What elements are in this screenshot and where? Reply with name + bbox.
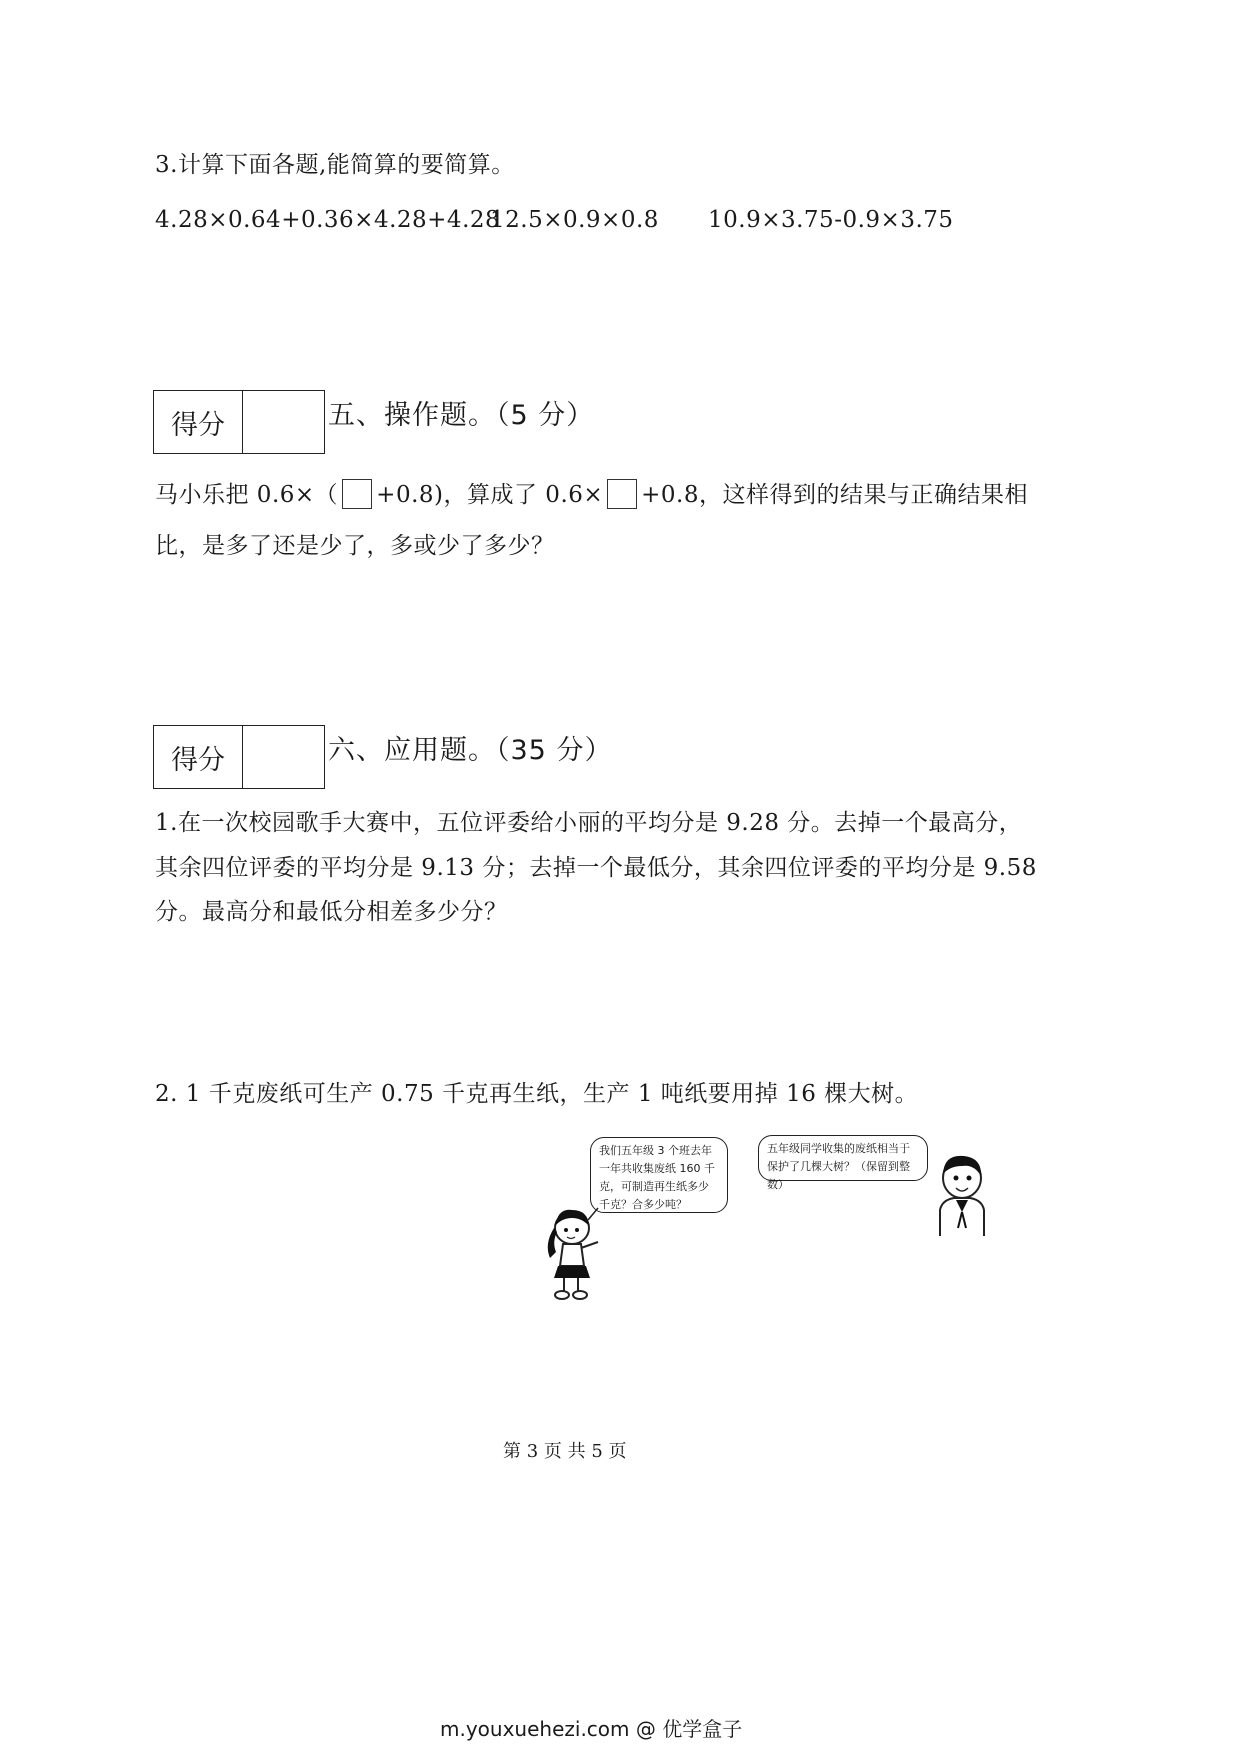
score-box-section6 [153, 725, 325, 789]
site-watermark: m.youxuehezi.com @ 优学盒子 [440, 1717, 743, 1741]
q1-line2: 其余四位评委的平均分是 9.13 分；去掉一个最低分，其余四位评委的平均分是 9.58 [155, 855, 1037, 881]
section5-question-line2: 比，是多了还是少了，多或少了多少？ [155, 533, 555, 559]
score-label: 得分 [154, 726, 243, 788]
boy-cartoon-icon [928, 1148, 996, 1240]
score-value-cell[interactable] [243, 726, 324, 788]
calc-expression-3: 10.9×3.75-0.9×3.75 [708, 207, 954, 233]
page-number: 第 3 页 共 5 页 [503, 1441, 627, 1462]
girl-speech-bubble: 我们五年级 3 个班去年一年共收集废纸 160 千克，可制造再生纸多少千克？合多少吨？ [590, 1137, 728, 1213]
calc-expression-2: 12.5×0.9×0.8 [490, 207, 659, 233]
section6-title: 六、应用题。（35 分） [328, 735, 613, 766]
score-value-cell[interactable] [243, 391, 324, 453]
q1-line1: 1.在一次校园歌手大赛中，五位评委给小丽的平均分是 9.28 分。去掉一个最高分， [155, 810, 1023, 836]
calc-expression-1: 4.28×0.64+0.36×4.28+4.28 [155, 207, 501, 233]
calc-heading: 3.计算下面各题,能简算的要简算。 [155, 152, 515, 178]
question-text: +0.8)，算成了 0.6× [376, 482, 604, 508]
answer-blank[interactable] [607, 479, 637, 509]
answer-blank[interactable] [342, 479, 372, 509]
boy-speech-bubble: 五年级同学收集的废纸相当于保护了几棵大树？（保留到整数） [758, 1135, 928, 1181]
section5-title: 五、操作题。（5 分） [328, 400, 595, 431]
question-text: 马小乐把 0.6×（ [155, 482, 339, 508]
score-label: 得分 [154, 391, 243, 453]
q1-line3: 分。最高分和最低分相差多少分？ [155, 899, 508, 925]
q2-text: 2. 1 千克废纸可生产 0.75 千克再生纸，生产 1 吨纸要用掉 16 棵大树。 [155, 1081, 919, 1107]
score-box-section5 [153, 390, 325, 454]
girl-cartoon-icon [538, 1200, 618, 1302]
question-text: +0.8，这样得到的结果与正确结果相 [641, 482, 1029, 508]
section5-question-line1 [155, 476, 1028, 509]
